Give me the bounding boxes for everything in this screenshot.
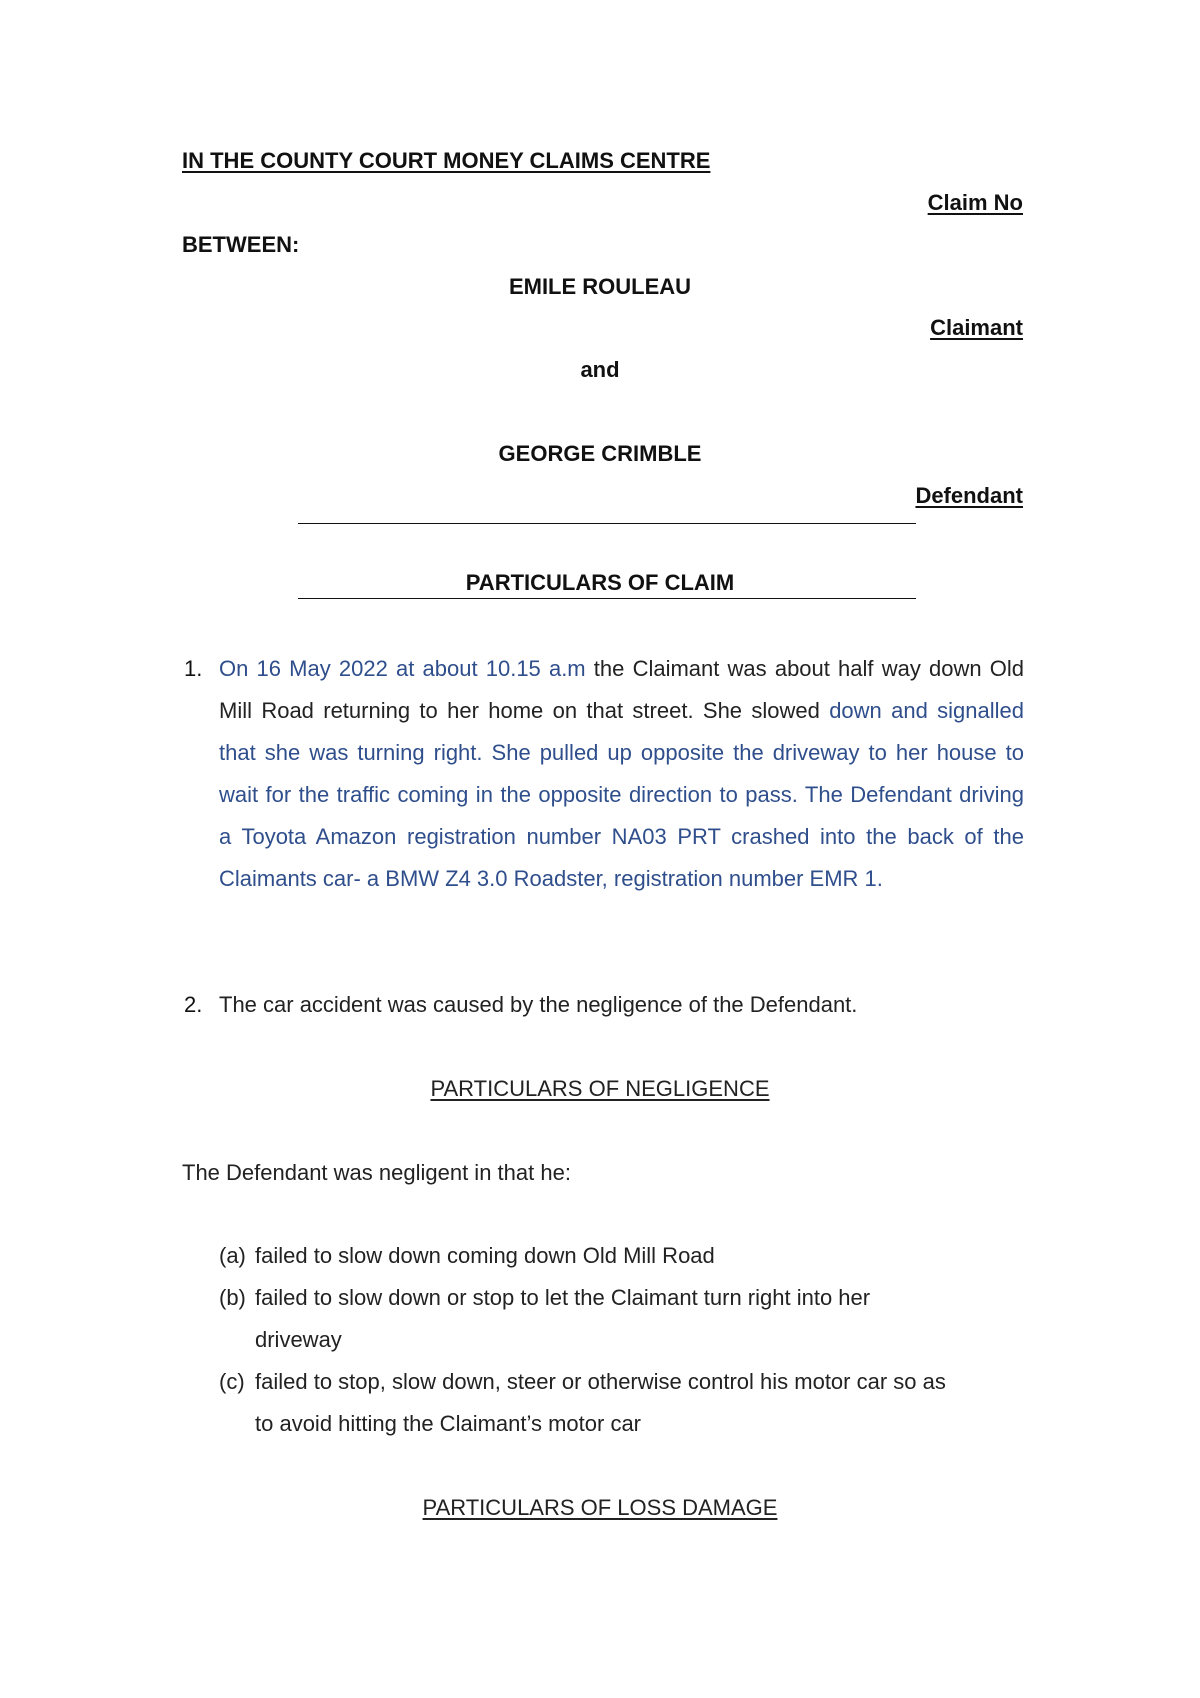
item-text-continued: driveway <box>255 1327 342 1352</box>
item-label: (c) <box>219 1369 245 1394</box>
paragraph-2-number: 2. <box>184 992 203 1017</box>
item-label: (b) <box>219 1285 246 1310</box>
document-title: PARTICULARS OF CLAIM <box>465 570 735 595</box>
claim-number-label: Claim No <box>927 190 1023 215</box>
item-text-continued: to avoid hitting the Claimant’s motor car <box>255 1411 641 1436</box>
and-label: and <box>580 357 620 382</box>
defendant-name: GEORGE CRIMBLE <box>498 441 702 466</box>
paragraph-1-end: down and signalled that she was turning right. She pulled up opposite the driveway to her house to wait for the traffic coming in the opposite direction to pass. The Defendant driving a Toyota Amazon registration number NA03 PRT crashed into the back of the Claimants car- a BMW Z4 3.0 Roadster, registration number EMR 1. <box>219 698 1024 891</box>
negligence-item-a <box>219 1235 715 1277</box>
item-text: failed to slow down coming down Old Mill Road <box>255 1243 715 1268</box>
negligence-item-c <box>219 1361 955 1445</box>
divider-line <box>298 523 916 524</box>
title-underline <box>298 598 916 599</box>
negligence-item-b <box>219 1277 955 1361</box>
defendant-label: Defendant <box>915 483 1023 508</box>
paragraph-1-number: 1. <box>184 656 203 681</box>
paragraph-1 <box>219 648 1024 900</box>
claimant-name: EMILE ROULEAU <box>508 274 692 299</box>
paragraph-2: The car accident was caused by the negligence of the Defendant. <box>219 992 858 1017</box>
item-text: failed to stop, slow down, steer or otherwise control his motor car so as <box>255 1369 946 1394</box>
negligence-intro: The Defendant was negligent in that he: <box>182 1160 571 1185</box>
paragraph-1-middle: the Claimant was about half way down Old Mill Road returning to her home on that street. She slowed <box>219 656 1024 723</box>
negligence-heading: PARTICULARS OF NEGLIGENCE <box>430 1076 770 1101</box>
item-text: failed to slow down or stop to let the Claimant turn right into her <box>255 1285 871 1310</box>
claimant-label: Claimant <box>930 315 1023 340</box>
loss-heading: PARTICULARS OF LOSS DAMAGE <box>422 1495 778 1520</box>
item-label: (a) <box>219 1243 246 1268</box>
paragraph-1-date: On 16 May 2022 at about 10.15 a.m <box>219 656 586 681</box>
between-label: BETWEEN: <box>182 232 300 257</box>
court-heading: IN THE COUNTY COURT MONEY CLAIMS CENTRE <box>182 148 711 173</box>
